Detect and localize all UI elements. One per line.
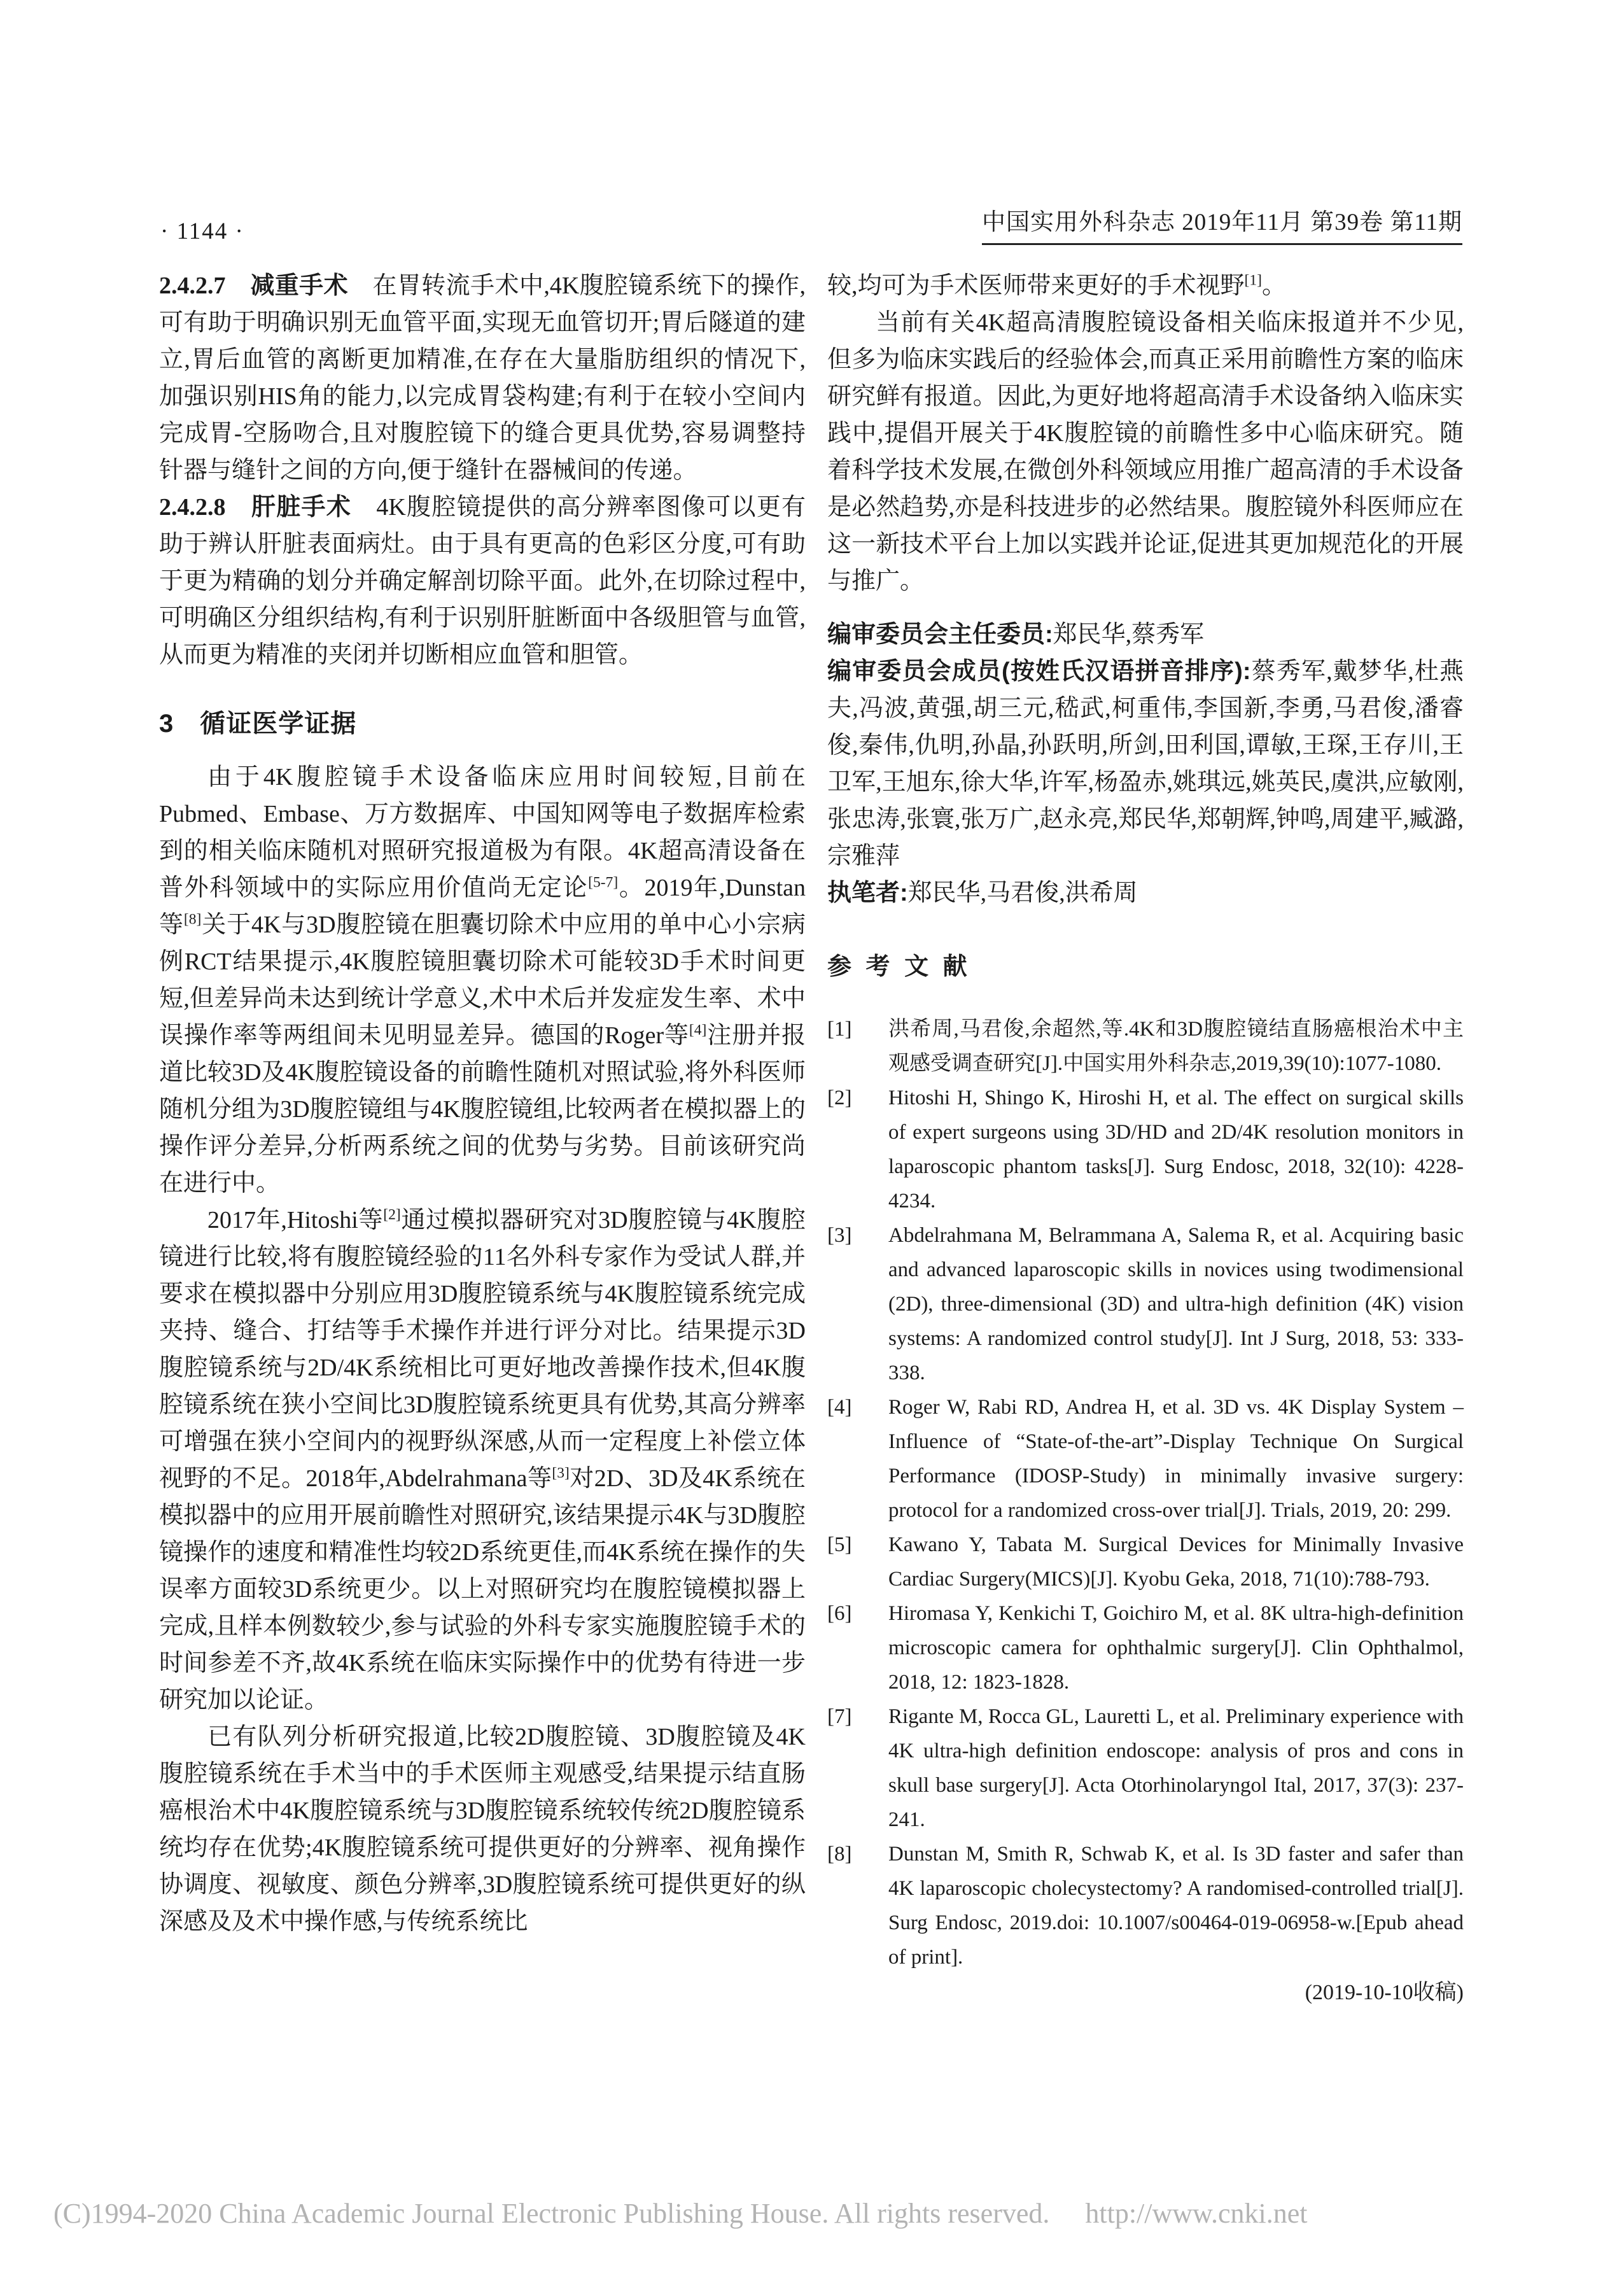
reference-item bbox=[827, 1012, 1464, 1081]
journal-header-title: 中国实用外科杂志 2019年11月 第39卷 第11期 bbox=[982, 202, 1462, 245]
reference-item bbox=[827, 1699, 1464, 1837]
committee-chairs-row bbox=[827, 616, 1464, 653]
section-title: 减重手术 bbox=[250, 272, 349, 299]
committee-writers-label: 执笔者: bbox=[827, 880, 908, 906]
paragraph: 已有队列分析研究报道,比较2D腹腔镜、3D腹腔镜及4K腹腔镜系统在手术当中的手术医师主观感受,结果提示结直肠癌根治术中4K腹腔镜系统与3D腹腔镜系统较传统2D腹腔镜系统均存在优势;4K腹腔镜系统可提供更好的分辨率、视角操作协调度、视敏度、颜色分辨率,3D腹腔镜系统可提供更好的纵深感及及术中操作感,与传统系统比 bbox=[159, 1724, 806, 1935]
paragraph: 2017年,Hitoshi等[2]通过模拟器研究对3D腹腔镜与4K腹腔镜进行比较,将有腹腔镜经验的11名外科专家作为受试人群,并要求在模拟器中分别应用3D腹腔镜系统与4K腹腔镜系统完成夹持、缝合、打结等手术操作并进行评分对比。结果提示3D腹腔镜系统与2D/4K系统相比可更好地改善操作技术,但4K腹腔镜系统在狭小空间比3D腹腔镜系统更具有优势,其高分辨率可增强在狭小空间内的视野纵深感,从而一定程度上补偿立体视野的不足。2018年,Abdelrahmana等[3]对2D、3D及4K系统在模拟器中的应用开展前瞻性对照研究,该结果提示4K与3D腹腔镜操作的速度和精准性均较2D系统更佳,而4K系统在操作的失误率方面较3D系统更少。以上对照研究均在腹腔镜模拟器上完成,且样本例数较少,参与试验的外科专家实施腹腔镜手术的时间参差不齐,故4K系统在临床实际操作中的优势有待进一步研究加以论证。 bbox=[159, 1206, 806, 1713]
committee-members-label: 编审委员会成员(按姓氏汉语拼音排序): bbox=[827, 658, 1251, 685]
reference-number: [8] bbox=[827, 1843, 852, 1866]
reference-item bbox=[827, 1081, 1464, 1218]
reference-text: Rigante M, Rocca GL, Lauretti L, et al. Preliminary experience with 4K ultra-high definition endoscope: analysis of pros and cons in skull base surgery[J]. Acta Otorhinolaryngol Ital, 2017, 37(3): 237-241. bbox=[888, 1705, 1464, 1831]
reference-number: [1] bbox=[827, 1018, 852, 1041]
reference-item bbox=[827, 1218, 1464, 1390]
section-body: 4K腹腔镜提供的高分辨率图像可以更有助于辨认肝脏表面病灶。由于具有更高的色彩区分度,可有助于更为精确的划分并确定解剖切除平面。此外,在切除过程中,可明确区分组织结构,有利于识别肝脏断面中各级胆管与血管,从而更为精准的夹闭并切断相应血管和胆管。 bbox=[159, 494, 806, 668]
paragraph: 由于4K腹腔镜手术设备临床应用时间较短,目前在Pubmed、Embase、万方数据库、中国知网等电子数据库检索到的相关临床随机对照研究报道极为有限。4K超高清设备在普外科领域中的实际应用价值尚无定论[5-7]。2019年,Dunstan等[8]关于4K与3D腹腔镜在胆囊切除术中应用的单中心小宗病例RCT结果提示,4K腹腔镜胆囊切除术可能较3D手术时间更短,但差异尚未达到统计学意义,术中术后并发症发生率、术中误操作率等两组间未见明显差异。德国的Roger等[4]注册并报道比较3D及4K腹腔镜设备的前瞻性随机对照试验,将外科医师随机分组为3D腹腔镜组与4K腹腔镜组,比较两者在模拟器上的操作评分差异,分析两系统之间的优势与劣势。目前该研究尚在进行中。 bbox=[159, 764, 806, 1197]
reference-number: [4] bbox=[827, 1396, 852, 1419]
paragraph-continuation: 较,均可为手术医师带来更好的手术视野[1]。 bbox=[827, 272, 1286, 299]
reference-item bbox=[827, 1528, 1464, 1596]
section-heading-3: 3 循证医学证据 bbox=[159, 710, 357, 738]
reference-number: [6] bbox=[827, 1602, 852, 1625]
section-2-4-2-8 bbox=[159, 489, 806, 673]
section-2-4-2-7 bbox=[159, 267, 806, 489]
page-number: · 1144 · bbox=[160, 218, 244, 244]
page-header bbox=[160, 202, 1462, 245]
footer-url: http://www.cnki.net bbox=[1085, 2198, 1308, 2229]
committee-members-names: 蔡秀军,戴梦华,杜燕夫,冯波,黄强,胡三元,嵇武,柯重伟,李国新,李勇,马君俊,潘睿俊,秦伟,仇明,孙晶,孙跃明,所剑,田利国,谭敏,王琛,王存川,王卫军,王旭东,徐大华,许军,杨盈赤,姚琪远,姚英民,虞洪,应敏刚,张忠涛,张寰,张万广,赵永亮,郑民华,郑朝辉,钟鸣,周建平,臧潞,宗雅萍 bbox=[827, 658, 1464, 869]
reference-number: [5] bbox=[827, 1533, 852, 1556]
references-list bbox=[827, 1012, 1464, 1974]
section-number: 2.4.2.8 bbox=[159, 494, 226, 521]
reference-text: Hiromasa Y, Kenkichi T, Goichiro M, et al. 8K ultra-high-definition microscopic camera for ophthalmic surgery[J]. Clin Ophthalmol, 2018, 12: 1823-1828. bbox=[888, 1602, 1464, 1694]
received-date: (2019-10-10收稿) bbox=[1305, 1981, 1464, 2004]
left-column bbox=[159, 267, 806, 1940]
footer-copyright: (C)1994-2020 China Academic Journal Electronic Publishing House. All rights reserved. bbox=[53, 2198, 1050, 2229]
committee-chairs-label: 编审委员会主任委员: bbox=[827, 621, 1053, 648]
reference-text: Abdelrahmana M, Belrammana A, Salema R, et al. Acquiring basic and advanced laparoscopic skills in novices using twodimensional (2D), three-dimensional (3D) and ultra-high definition (4K) vision systems: A randomized control study[J]. Int J Surg, 2018, 53: 333-338. bbox=[888, 1224, 1464, 1384]
committee-chairs-names: 郑民华,蔡秀军 bbox=[1053, 621, 1205, 648]
right-column bbox=[827, 267, 1464, 2011]
reference-item bbox=[827, 1390, 1464, 1528]
reference-item bbox=[827, 1596, 1464, 1699]
reference-text: 洪希周,马君俊,余超然,等.4K和3D腹腔镜结直肠癌根治术中主观感受调查研究[J].中国实用外科杂志,2019,39(10):1077-1080. bbox=[888, 1018, 1464, 1075]
references-title: 参 考 文 献 bbox=[827, 953, 971, 980]
committee-writers-names: 郑民华,马君俊,洪希周 bbox=[907, 880, 1138, 906]
section-body: 在胃转流手术中,4K腹腔镜系统下的操作,可有助于明确识别无血管平面,实现无血管切开;胃后隧道的建立,胃后血管的离断更加精准,在存在大量脂肪组织的情况下,加强识别HIS角的能力,以完成胃袋构建;有利于在较小空间内完成胃-空肠吻合,且对腹腔镜下的缝合更具优势,容易调整持针器与缝针之间的方向,便于缝针在器械间的传递。 bbox=[159, 272, 806, 484]
reference-text: Kawano Y, Tabata M. Surgical Devices for Minimally Invasive Cardiac Surgery(MICS)[J]. Kyobu Geka, 2018, 71(10):788-793. bbox=[888, 1533, 1464, 1591]
paragraph: 当前有关4K超高清腹腔镜设备相关临床报道并不少见,但多为临床实践后的经验体会,而真正采用前瞻性方案的临床研究鲜有报道。因此,为更好地将超高清手术设备纳入临床实践中,提倡开展关于4K腹腔镜的前瞻性多中心临床研究。随着科学技术发展,在微创外科领域应用推广超高清的手术设备是必然趋势,亦是科技进步的必然结果。腹腔镜外科医师应在这一新技术平台上加以实践并论证,促进其更加规范化的开展与推广。 bbox=[827, 309, 1464, 594]
editorial-committee bbox=[827, 616, 1464, 911]
committee-writers-row bbox=[827, 875, 1464, 911]
page-footer bbox=[53, 2197, 1307, 2230]
reference-number: [3] bbox=[827, 1224, 852, 1247]
committee-members-row bbox=[827, 653, 1464, 875]
reference-number: [2] bbox=[827, 1086, 852, 1109]
reference-text: Hitoshi H, Shingo K, Hiroshi H, et al. The effect on surgical skills of expert surgeons using 3D/HD and 2D/4K resolution monitors in laparoscopic phantom tasks[J]. Surg Endosc, 2018, 32(10): 4228-4234. bbox=[888, 1086, 1464, 1213]
reference-text: Dunstan M, Smith R, Schwab K, et al. Is 3D faster and safer than 4K laparoscopic cholecystectomy? A randomised-controlled trial[J]. Surg Endosc, 2019.doi: 10.1007/s00464-019-06958-w.[Epub ahead of print]. bbox=[888, 1843, 1464, 1969]
section-title: 肝脏手术 bbox=[251, 494, 352, 521]
reference-number: [7] bbox=[827, 1705, 852, 1728]
reference-item bbox=[827, 1837, 1464, 1974]
section-number: 2.4.2.7 bbox=[159, 272, 226, 299]
reference-text: Roger W, Rabi RD, Andrea H, et al. 3D vs. 4K Display System – Influence of “State-of-the-art”-Display Technique On Surgical Performance (IDOSP-Study) in minimally invasive surgery: protocol for a randomized cross-over trial[J]. Trials, 2019, 20: 299. bbox=[888, 1396, 1464, 1522]
